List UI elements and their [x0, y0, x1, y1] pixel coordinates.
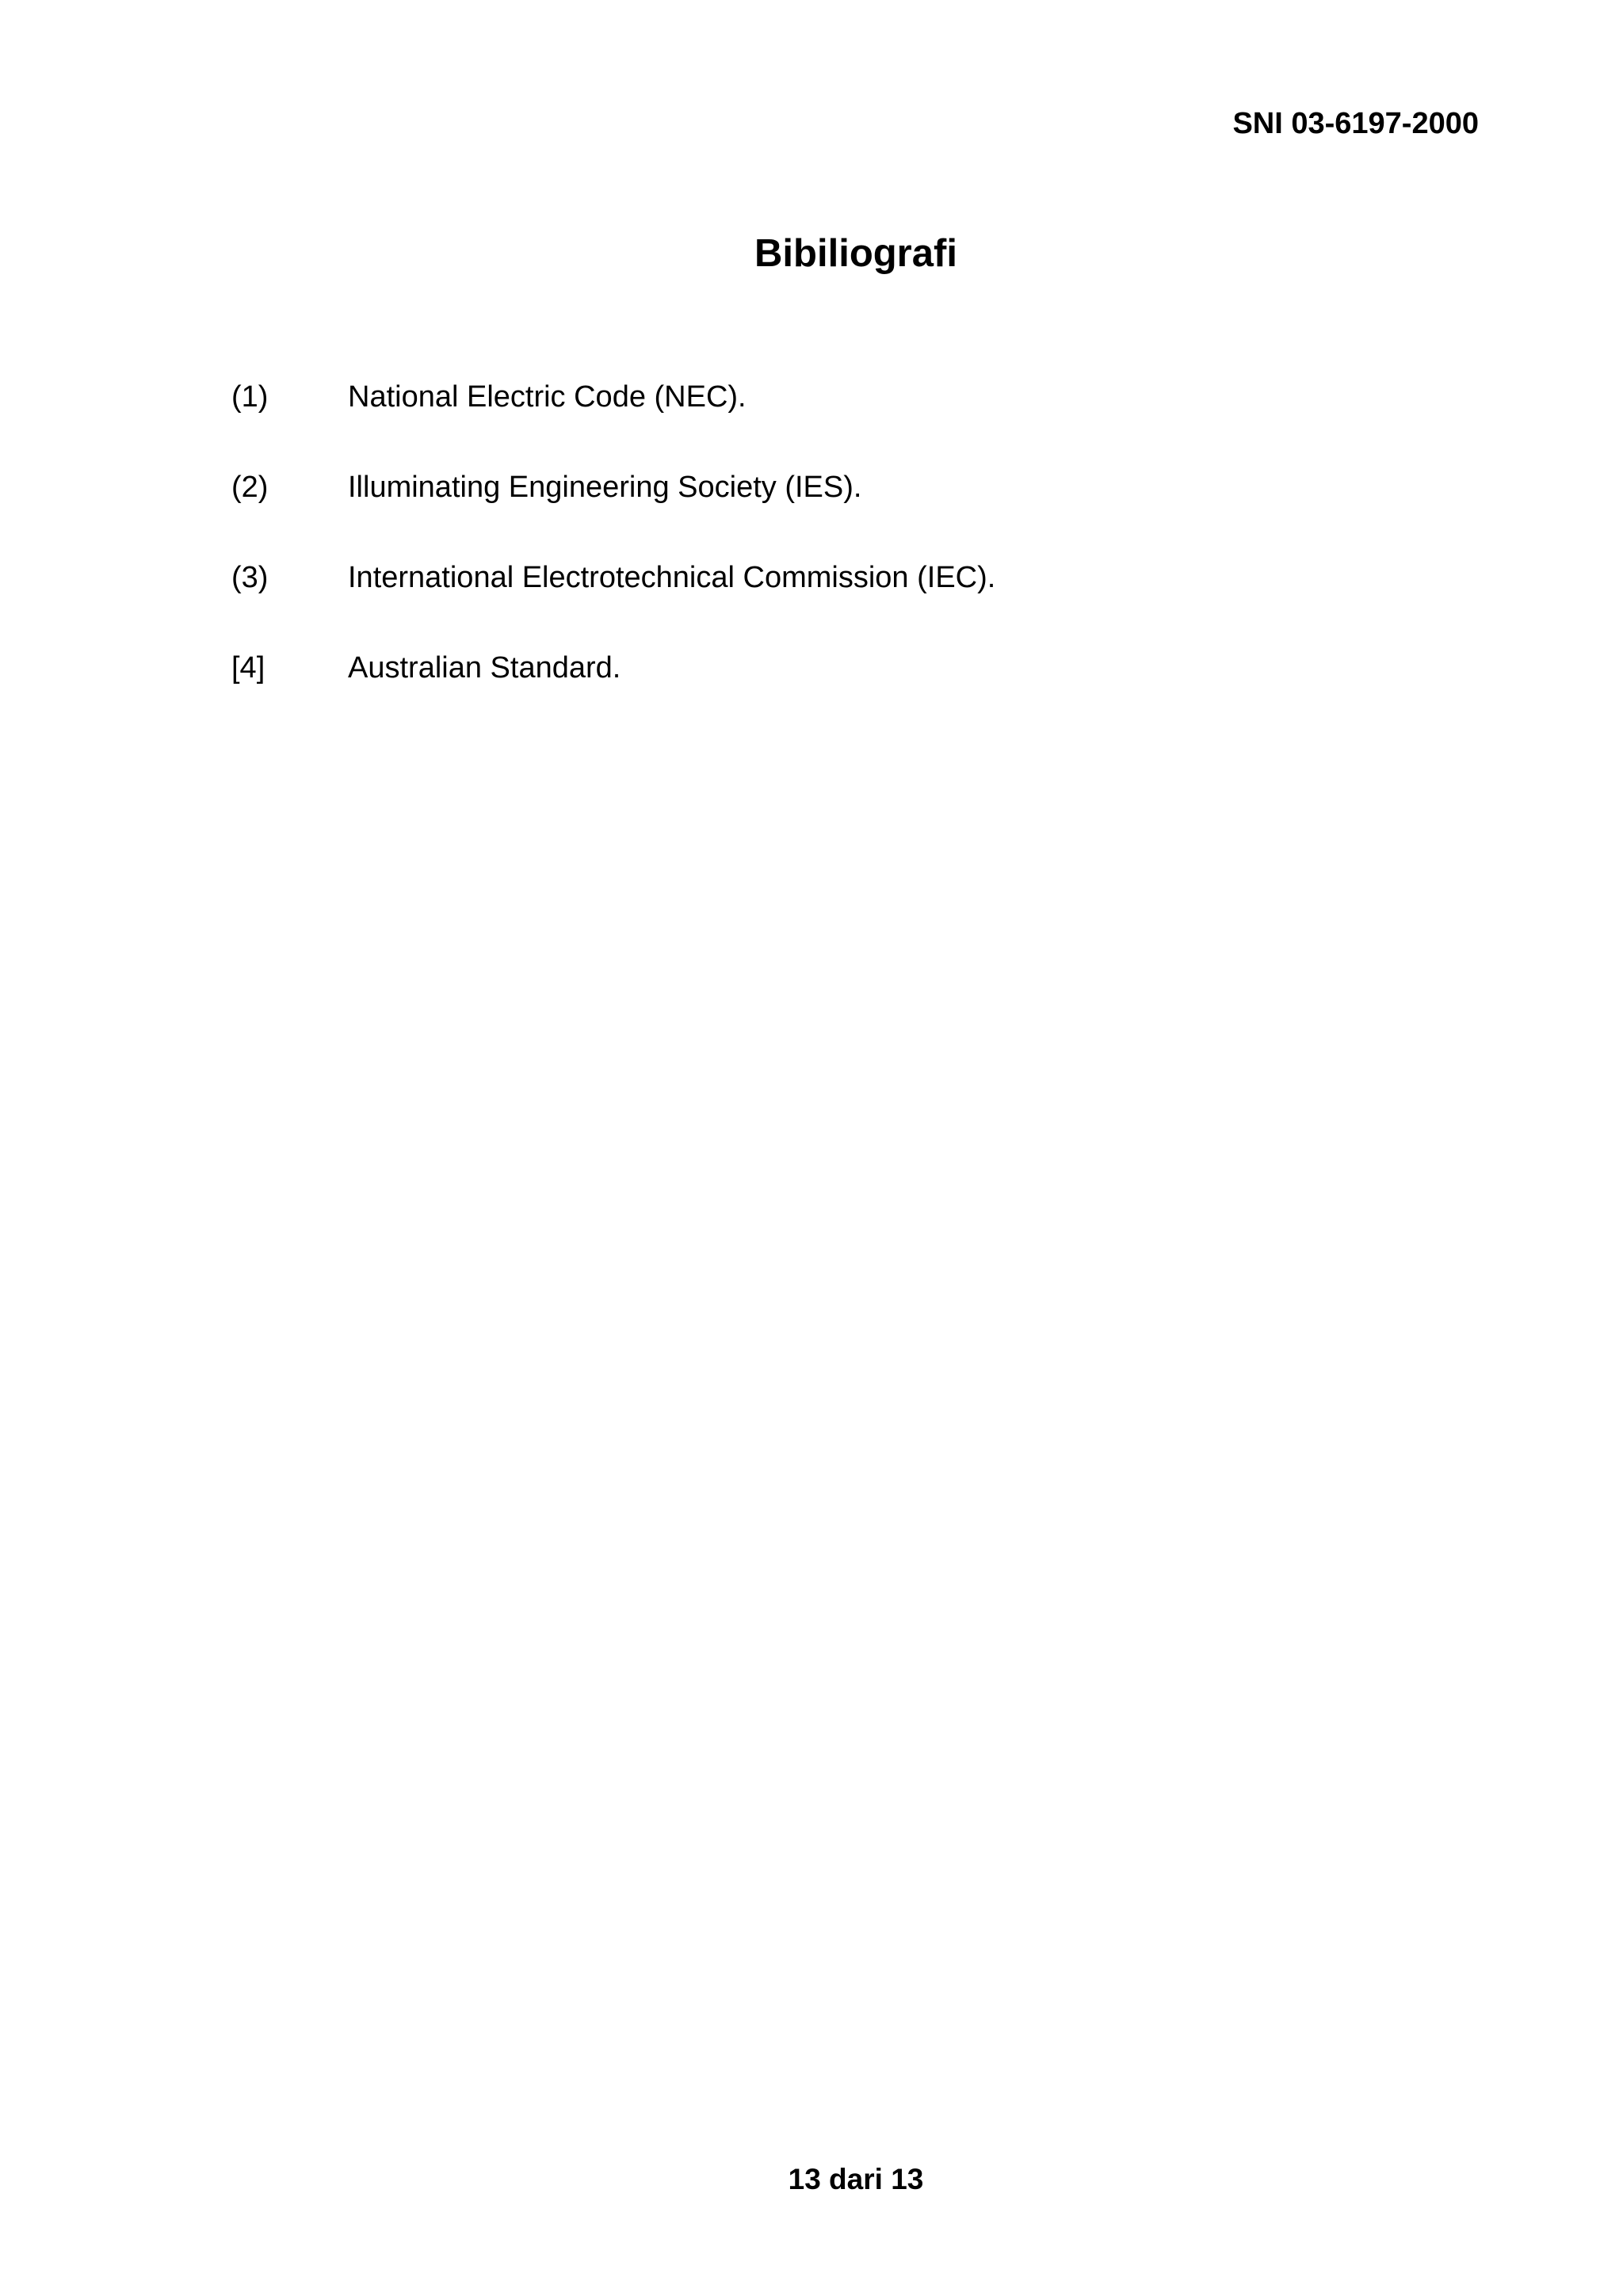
bibliography-item: [231, 377, 995, 467]
bibliography-item: [231, 648, 995, 738]
bibliography-item: [231, 467, 995, 558]
page-title: Bibiliografi: [754, 232, 957, 275]
bibliography-item-number: (2): [231, 471, 269, 504]
bibliography-item-text: International Electrotechnical Commission (IEC).: [348, 561, 996, 594]
page-number: 13 dari 13: [788, 2163, 924, 2195]
bibliography-item: [231, 558, 995, 648]
bibliography-item-text: National Electric Code (NEC).: [348, 380, 747, 414]
bibliography-item-number: (3): [231, 561, 269, 594]
bibliography-item-number: (1): [231, 380, 269, 414]
bibliography-item-number: [4]: [231, 651, 265, 685]
bibliography-item-text: Illuminating Engineering Society (IES).: [348, 471, 862, 504]
bibliography-item-text: Australian Standard.: [348, 651, 621, 685]
document-code: SNI 03-6197-2000: [1232, 107, 1479, 140]
bibliography-list: [231, 377, 995, 738]
